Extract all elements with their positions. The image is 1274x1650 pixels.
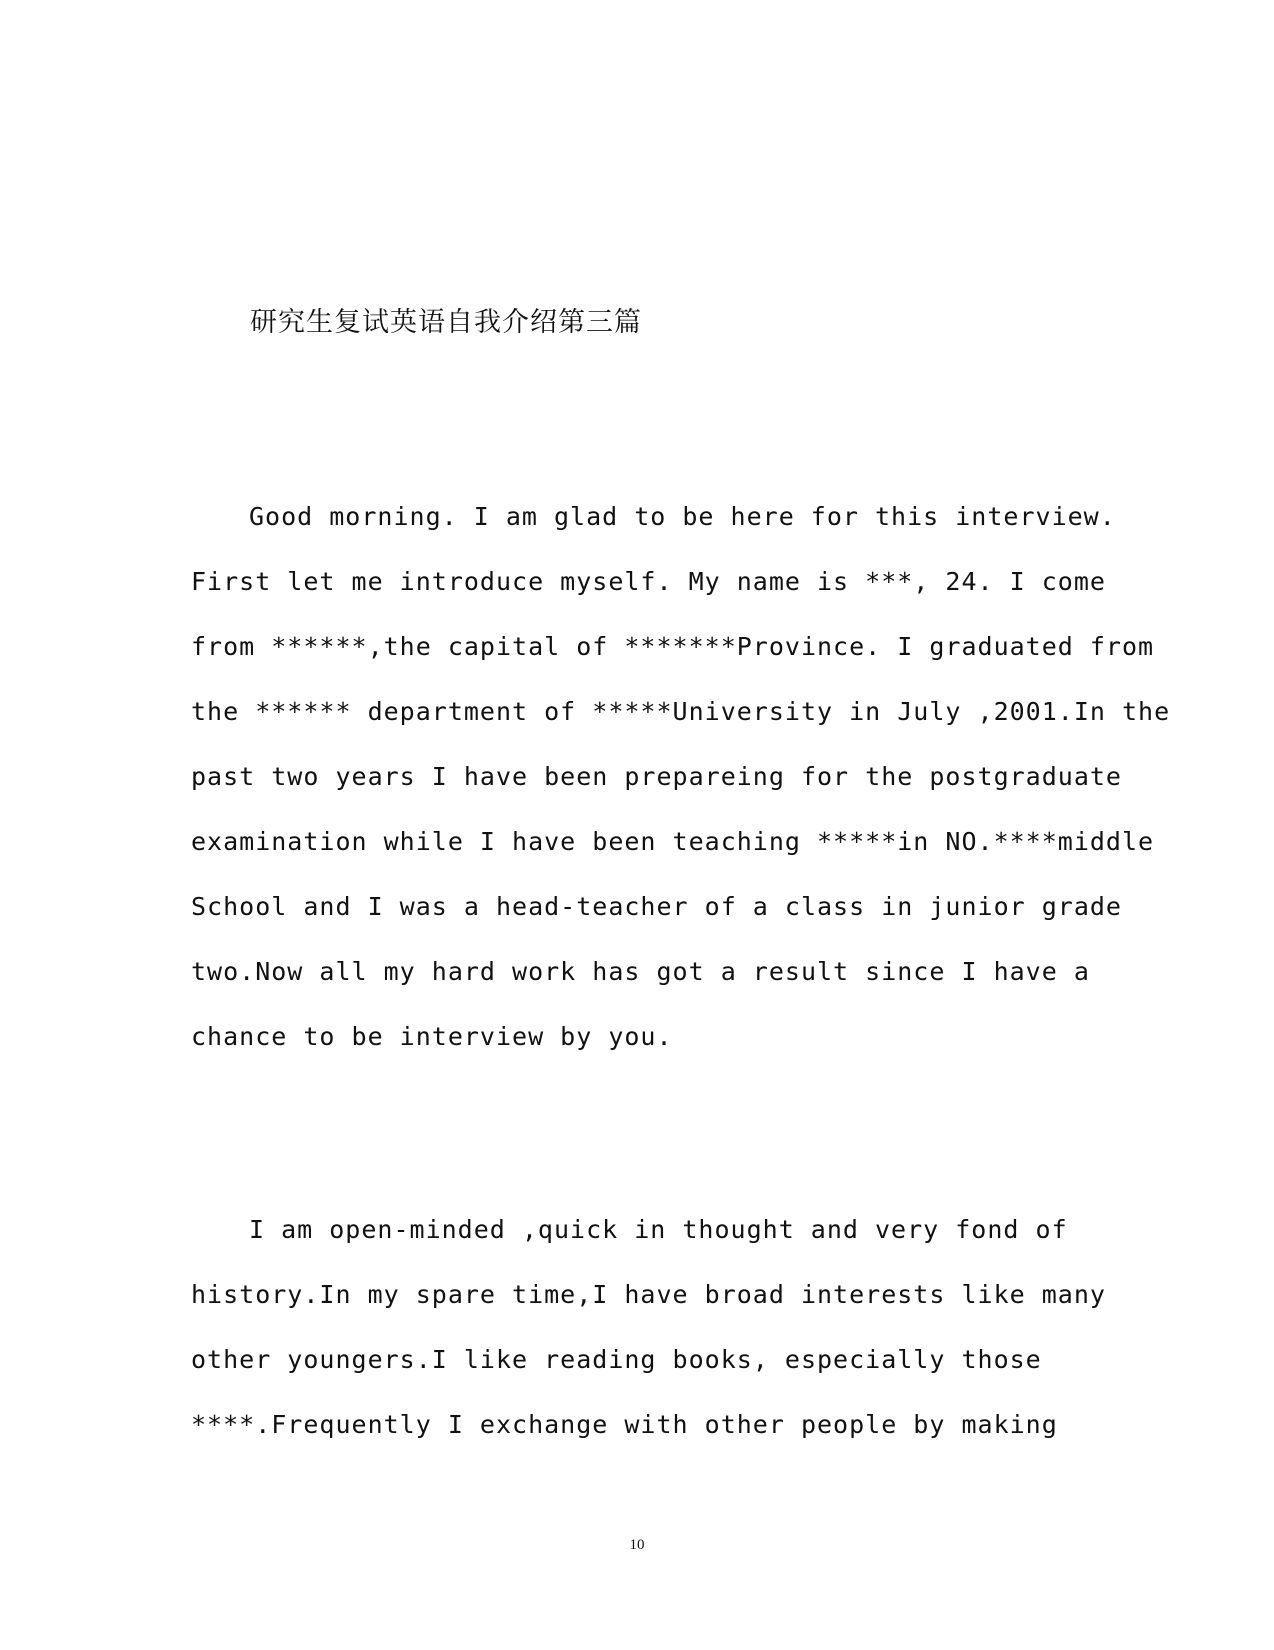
paragraph-line: First let me introduce myself. My name is ***, 24. I come	[191, 567, 1106, 596]
paragraph-line: I am open-minded ,quick in thought and very fond of	[249, 1215, 1068, 1244]
paragraph-line: chance to be interview by you.	[191, 1022, 673, 1051]
paragraph-1	[191, 484, 1171, 1069]
page-number: 10	[629, 1537, 645, 1553]
paragraph-line: past two years I have been prepareing for the postgraduate	[191, 762, 1122, 791]
paragraph-line: Good morning. I am glad to be here for this interview.	[249, 502, 1116, 531]
paragraph-line: ****.Frequently I exchange with other people by making	[191, 1410, 1058, 1439]
paragraph-line: examination while I have been teaching *****in NO.****middle	[191, 827, 1155, 856]
paragraph-2	[191, 1197, 1106, 1457]
paragraph-line: history.In my spare time,I have broad interests like many	[191, 1280, 1106, 1309]
document-heading: 研究生复试英语自我介绍第三篇	[250, 307, 642, 338]
paragraph-line: from ******,the capital of *******Province. I graduated from	[191, 632, 1155, 661]
paragraph-line: two.Now all my hard work has got a result since I have a	[191, 957, 1090, 986]
paragraph-line: School and I was a head-teacher of a class in junior grade	[191, 892, 1122, 921]
paragraph-line: the ****** department of *****University in July ,2001.In the	[191, 697, 1171, 726]
paragraph-line: other youngers.I like reading books, especially those	[191, 1345, 1042, 1374]
